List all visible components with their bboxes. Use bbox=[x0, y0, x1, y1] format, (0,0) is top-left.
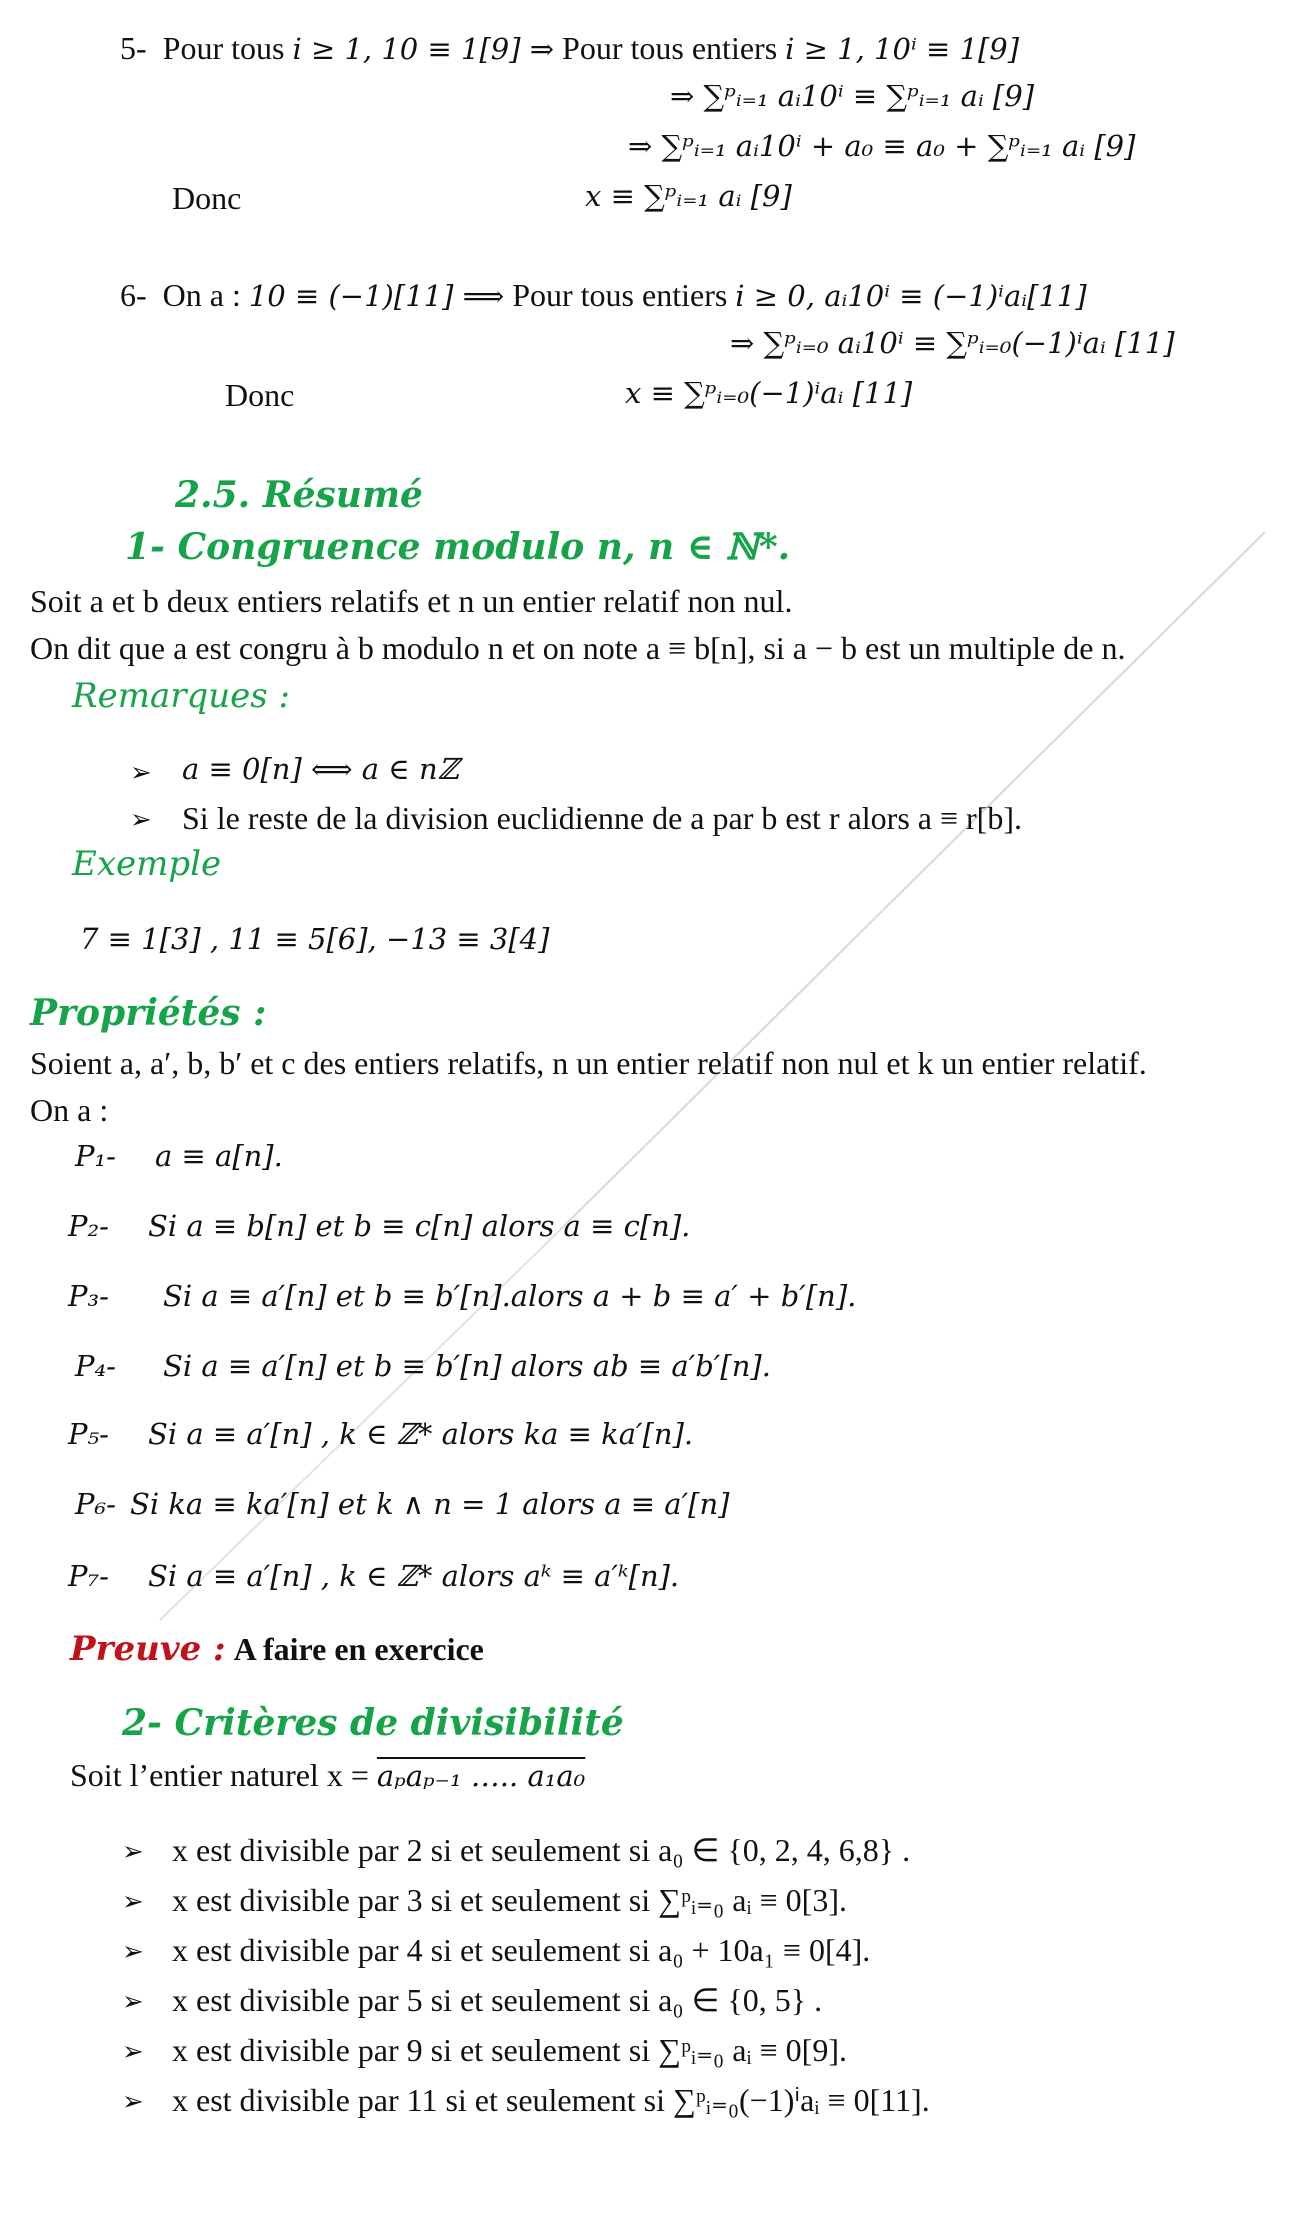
arrow-bullet-icon: ➢ bbox=[130, 758, 152, 787]
property-label: P₅- bbox=[68, 1417, 109, 1451]
property-text: a ≡ a[n]. bbox=[155, 1139, 283, 1173]
preuve-label: Preuve : bbox=[70, 1629, 226, 1669]
part5-line1-math: i ≥ 1, 10 ≡ 1[9] ⇒ bbox=[292, 32, 555, 66]
part6-line2: ⇒ ∑ᵖᵢ₌₀ aᵢ10ⁱ ≡ ∑ᵖᵢ₌₀(−1)ⁱaᵢ [11] bbox=[730, 326, 1175, 360]
subsection-title-criteres: 2- Critères de divisibilité bbox=[122, 1702, 624, 1744]
remarque-item: Si le reste de la division euclidienne de a par b est r alors a ≡ r[b]. bbox=[182, 800, 1022, 836]
part6-line1-math2: i ≥ 0, aᵢ10ⁱ ≡ (−1)ⁱaᵢ[11] bbox=[735, 279, 1087, 313]
proprietes-title: Propriétés : bbox=[30, 992, 267, 1034]
property-label: P₂- bbox=[68, 1209, 109, 1243]
part5-result: x ≡ ∑ᵖᵢ₌₁ aᵢ [9] bbox=[585, 179, 792, 213]
subsection-title-congruence: 1- Congruence modulo n, n ∈ ℕ*. bbox=[125, 526, 791, 568]
criteres-intro-digits: aₚaₚ₋₁ ….. a₁a₀ bbox=[376, 1759, 586, 1793]
criterion-item: x est divisible par 3 si et seulement si ∑ᵖᵢ₌₀ aᵢ ≡ 0[3]. bbox=[172, 1882, 847, 1918]
proprietes-on-a: On a : bbox=[30, 1092, 109, 1128]
property-label: P₆- bbox=[75, 1487, 116, 1521]
property-text: Si a ≡ b[n] et b ≡ c[n] alors a ≡ c[n]. bbox=[148, 1209, 691, 1243]
part5-line1-math2: i ≥ 1, 10ⁱ ≡ 1[9] bbox=[785, 32, 1020, 66]
property-text: Si a ≡ a′[n] , k ∈ ℤ* alors ka ≡ ka′[n]. bbox=[148, 1417, 694, 1451]
property-label: P₃- bbox=[68, 1279, 109, 1313]
part6-line1-math: 10 ≡ (−1)[11] ⟹ bbox=[248, 279, 505, 313]
remarques-title: Remarques : bbox=[72, 676, 290, 716]
part6-label: 6- bbox=[120, 277, 147, 313]
part6-result: x ≡ ∑ᵖᵢ₌₀(−1)ⁱaᵢ [11] bbox=[625, 376, 913, 410]
criterion-item: x est divisible par 11 si et seulement si ∑ᵖᵢ₌₀(−1)ⁱaᵢ ≡ 0[11]. bbox=[172, 2082, 930, 2118]
criteres-intro bbox=[70, 1757, 585, 1794]
property-text: Si a ≡ a′[n] , k ∈ ℤ* alors aᵏ ≡ a′ᵏ[n]. bbox=[148, 1559, 680, 1593]
arrow-bullet-icon: ➢ bbox=[122, 2037, 144, 2066]
criterion-item: x est divisible par 2 si et seulement si a₀ ∈ {0, 2, 4, 6,8} . bbox=[172, 1832, 911, 1868]
preuve-line bbox=[70, 1630, 484, 1669]
part6-line1 bbox=[120, 277, 1087, 314]
criteres-intro-text: Soit l’entier naturel x = bbox=[70, 1757, 369, 1793]
arrow-bullet-icon: ➢ bbox=[130, 805, 152, 834]
definition-line-1: Soit a et b deux entiers relatifs et n un entier relatif non nul. bbox=[30, 583, 793, 619]
part5-donc: Donc bbox=[172, 180, 242, 216]
criterion-item: x est divisible par 9 si et seulement si ∑ᵖᵢ₌₀ aᵢ ≡ 0[9]. bbox=[172, 2032, 847, 2068]
part5-line2: ⇒ ∑ᵖᵢ₌₁ aᵢ10ⁱ ≡ ∑ᵖᵢ₌₁ aᵢ [9] bbox=[670, 79, 1035, 113]
part5-line1 bbox=[120, 30, 1019, 67]
section-title-resume: 2.5. Résumé bbox=[175, 474, 423, 516]
part6-donc: Donc bbox=[225, 377, 295, 413]
criterion-item: x est divisible par 4 si et seulement si a₀ + 10a₁ ≡ 0[4]. bbox=[172, 1932, 871, 1968]
part6-line1-text2: Pour tous entiers bbox=[512, 277, 728, 313]
property-label: P₁- bbox=[75, 1139, 116, 1173]
preuve-text: A faire en exercice bbox=[233, 1631, 484, 1667]
part5-line3: ⇒ ∑ᵖᵢ₌₁ aᵢ10ⁱ + a₀ ≡ a₀ + ∑ᵖᵢ₌₁ aᵢ [9] bbox=[628, 129, 1136, 163]
arrow-bullet-icon: ➢ bbox=[122, 2087, 144, 2116]
part6-line1-text: On a : bbox=[162, 277, 241, 313]
exemple-text: 7 ≡ 1[3] , 11 ≡ 5[6], −13 ≡ 3[4] bbox=[80, 922, 550, 956]
exemple-title: Exemple bbox=[72, 844, 222, 884]
arrow-bullet-icon: ➢ bbox=[122, 1887, 144, 1916]
property-text: Si ka ≡ ka′[n] et k ∧ n = 1 alors a ≡ a′[n] bbox=[130, 1487, 730, 1521]
property-text: Si a ≡ a′[n] et b ≡ b′[n] alors ab ≡ a′b′[n]. bbox=[163, 1349, 771, 1383]
part5-label: 5- bbox=[120, 30, 147, 66]
part5-line1-text: Pour tous bbox=[162, 30, 285, 66]
property-label: P₄- bbox=[75, 1349, 116, 1383]
arrow-bullet-icon: ➢ bbox=[122, 1837, 144, 1866]
property-text: Si a ≡ a′[n] et b ≡ b′[n].alors a + b ≡ a′ + b′[n]. bbox=[163, 1279, 857, 1313]
criterion-item: x est divisible par 5 si et seulement si a₀ ∈ {0, 5} . bbox=[172, 1982, 823, 2018]
arrow-bullet-icon: ➢ bbox=[122, 1937, 144, 1966]
proprietes-intro: Soient a, a′, b, b′ et c des entiers relatifs, n un entier relatif non nul et k un entier relatif. bbox=[30, 1045, 1147, 1081]
remarque-item: a ≡ 0[n] ⟺ a ∈ nℤ bbox=[182, 752, 459, 786]
part5-line1-text2: Pour tous entiers bbox=[562, 30, 778, 66]
arrow-bullet-icon: ➢ bbox=[122, 1987, 144, 2016]
property-label: P₇- bbox=[68, 1559, 109, 1593]
definition-line-2: On dit que a est congru à b modulo n et on note a ≡ b[n], si a − b est un multiple de n. bbox=[30, 630, 1126, 666]
